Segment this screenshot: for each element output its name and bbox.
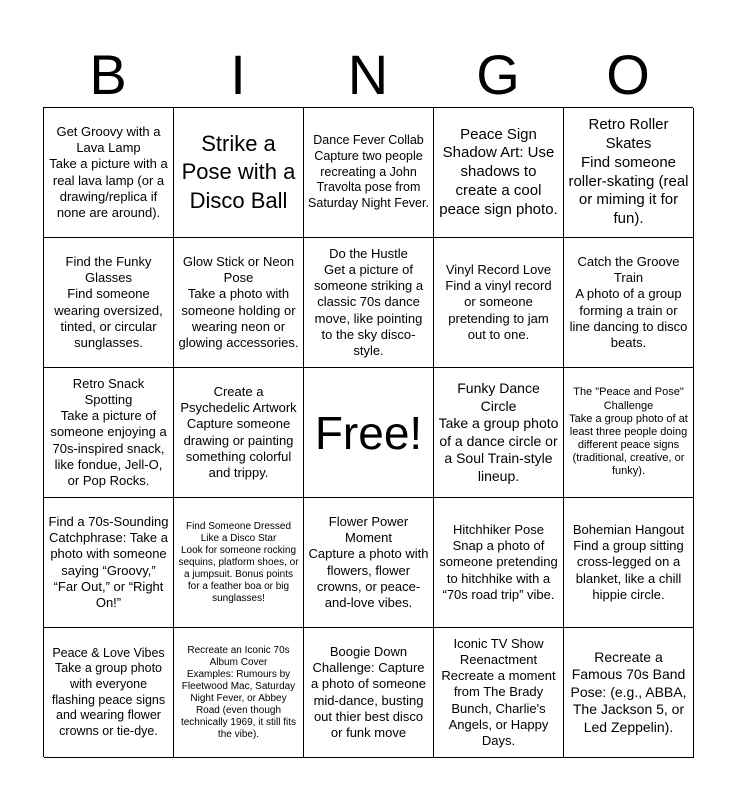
bingo-cell-r2c3[interactable]: Do the Hustle Get a picture of someone striking a classic 70s dance move, like pointing to the sky disco-style. (304, 238, 434, 368)
header-letter-o: O (606, 43, 650, 106)
bingo-cell-r5c1[interactable]: Peace & Love Vibes Take a group photo with everyone flashing peace signs and wearing flower crowns or tie-dye. (44, 628, 174, 758)
bingo-cell-r1c5[interactable]: Retro Roller Skates Find someone roller-skating (real or miming it for fun). (564, 108, 694, 238)
bingo-cell-r4c3[interactable]: Flower Power Moment Capture a photo with flowers, flower crowns, or peace-and-love vibes. (304, 498, 434, 628)
bingo-cell-r1c2[interactable]: Strike a Pose with a Disco Ball (174, 108, 304, 238)
bingo-cell-r2c4[interactable]: Vinyl Record Love Find a vinyl record or someone pretending to jam out to one. (434, 238, 564, 368)
bingo-cell-r5c2[interactable]: Recreate an Iconic 70s Album Cover Examples: Rumours by Fleetwood Mac, Saturday Night Fever, or Abbey Road (even though technically 1969, it still fits the vibe). (174, 628, 304, 758)
bingo-cell-r5c5[interactable]: Recreate a Famous 70s Band Pose: (e.g., ABBA, The Jackson 5, or Led Zeppelin). (564, 628, 694, 758)
bingo-cell-r2c1[interactable]: Find the Funky Glasses Find someone wearing oversized, tinted, or circular sunglasses. (44, 238, 174, 368)
bingo-grid (43, 107, 693, 757)
bingo-cell-r3c2[interactable]: Create a Psychedelic Artwork Capture someone drawing or painting something colorful and trippy. (174, 368, 304, 498)
bingo-cell-r2c5[interactable]: Catch the Groove Train A photo of a group forming a train or line dancing to disco beats. (564, 238, 694, 368)
bingo-cell-r1c4[interactable]: Peace Sign Shadow Art: Use shadows to create a cool peace sign photo. (434, 108, 564, 238)
bingo-cell-r3c4[interactable]: Funky Dance Circle Take a group photo of a dance circle or a Soul Train-style lineup. (434, 368, 564, 498)
bingo-cell-r4c1[interactable]: Find a 70s-Sounding Catchphrase: Take a photo with someone saying “Groovy,” “Far Out,” or “Right On!” (44, 498, 174, 628)
bingo-cell-r2c2[interactable]: Glow Stick or Neon Pose Take a photo with someone holding or wearing neon or glowing accessories. (174, 238, 304, 368)
bingo-cell-r4c2[interactable]: Find Someone Dressed Like a Disco Star Look for someone rocking sequins, platform shoes, or a jumpsuit. Bonus points for a feather boa or big sunglasses! (174, 498, 304, 628)
bingo-cell-r1c1[interactable]: Get Groovy with a Lava Lamp Take a picture with a real lava lamp (or a drawing/replica if none are around). (44, 108, 174, 238)
bingo-cell-r5c3[interactable]: Boogie Down Challenge: Capture a photo of someone mid-dance, busting out thier best disco or funk move (304, 628, 434, 758)
bingo-cell-r4c5[interactable]: Bohemian Hangout Find a group sitting cross-legged on a blanket, like a chill hippie circle. (564, 498, 694, 628)
bingo-header (43, 44, 693, 106)
bingo-cell-r4c4[interactable]: Hitchhiker Pose Snap a photo of someone pretending to hitchhike with a “70s road trip” vibe. (434, 498, 564, 628)
header-letter-i: I (230, 43, 246, 106)
bingo-cell-r3c5[interactable]: The "Peace and Pose" Challenge Take a group photo of at least three people doing different peace signs (traditional, creative, or funky). (564, 368, 694, 498)
bingo-cell-r5c4[interactable]: Iconic TV Show Reenactment Recreate a moment from The Brady Bunch, Charlie's Angels, or Happy Days. (434, 628, 564, 758)
header-letter-n: N (347, 43, 389, 106)
header-letter-g: G (476, 43, 520, 106)
bingo-cell-r3c1[interactable]: Retro Snack Spotting Take a picture of someone enjoying a 70s-inspired snack, like fondue, Jell-O, or Pop Rocks. (44, 368, 174, 498)
bingo-cell-r1c3[interactable]: Dance Fever Collab Capture two people recreating a John Travolta pose from Saturday Night Fever. (304, 108, 434, 238)
free-space[interactable]: Free! (304, 368, 434, 498)
header-letter-b: B (89, 43, 127, 106)
